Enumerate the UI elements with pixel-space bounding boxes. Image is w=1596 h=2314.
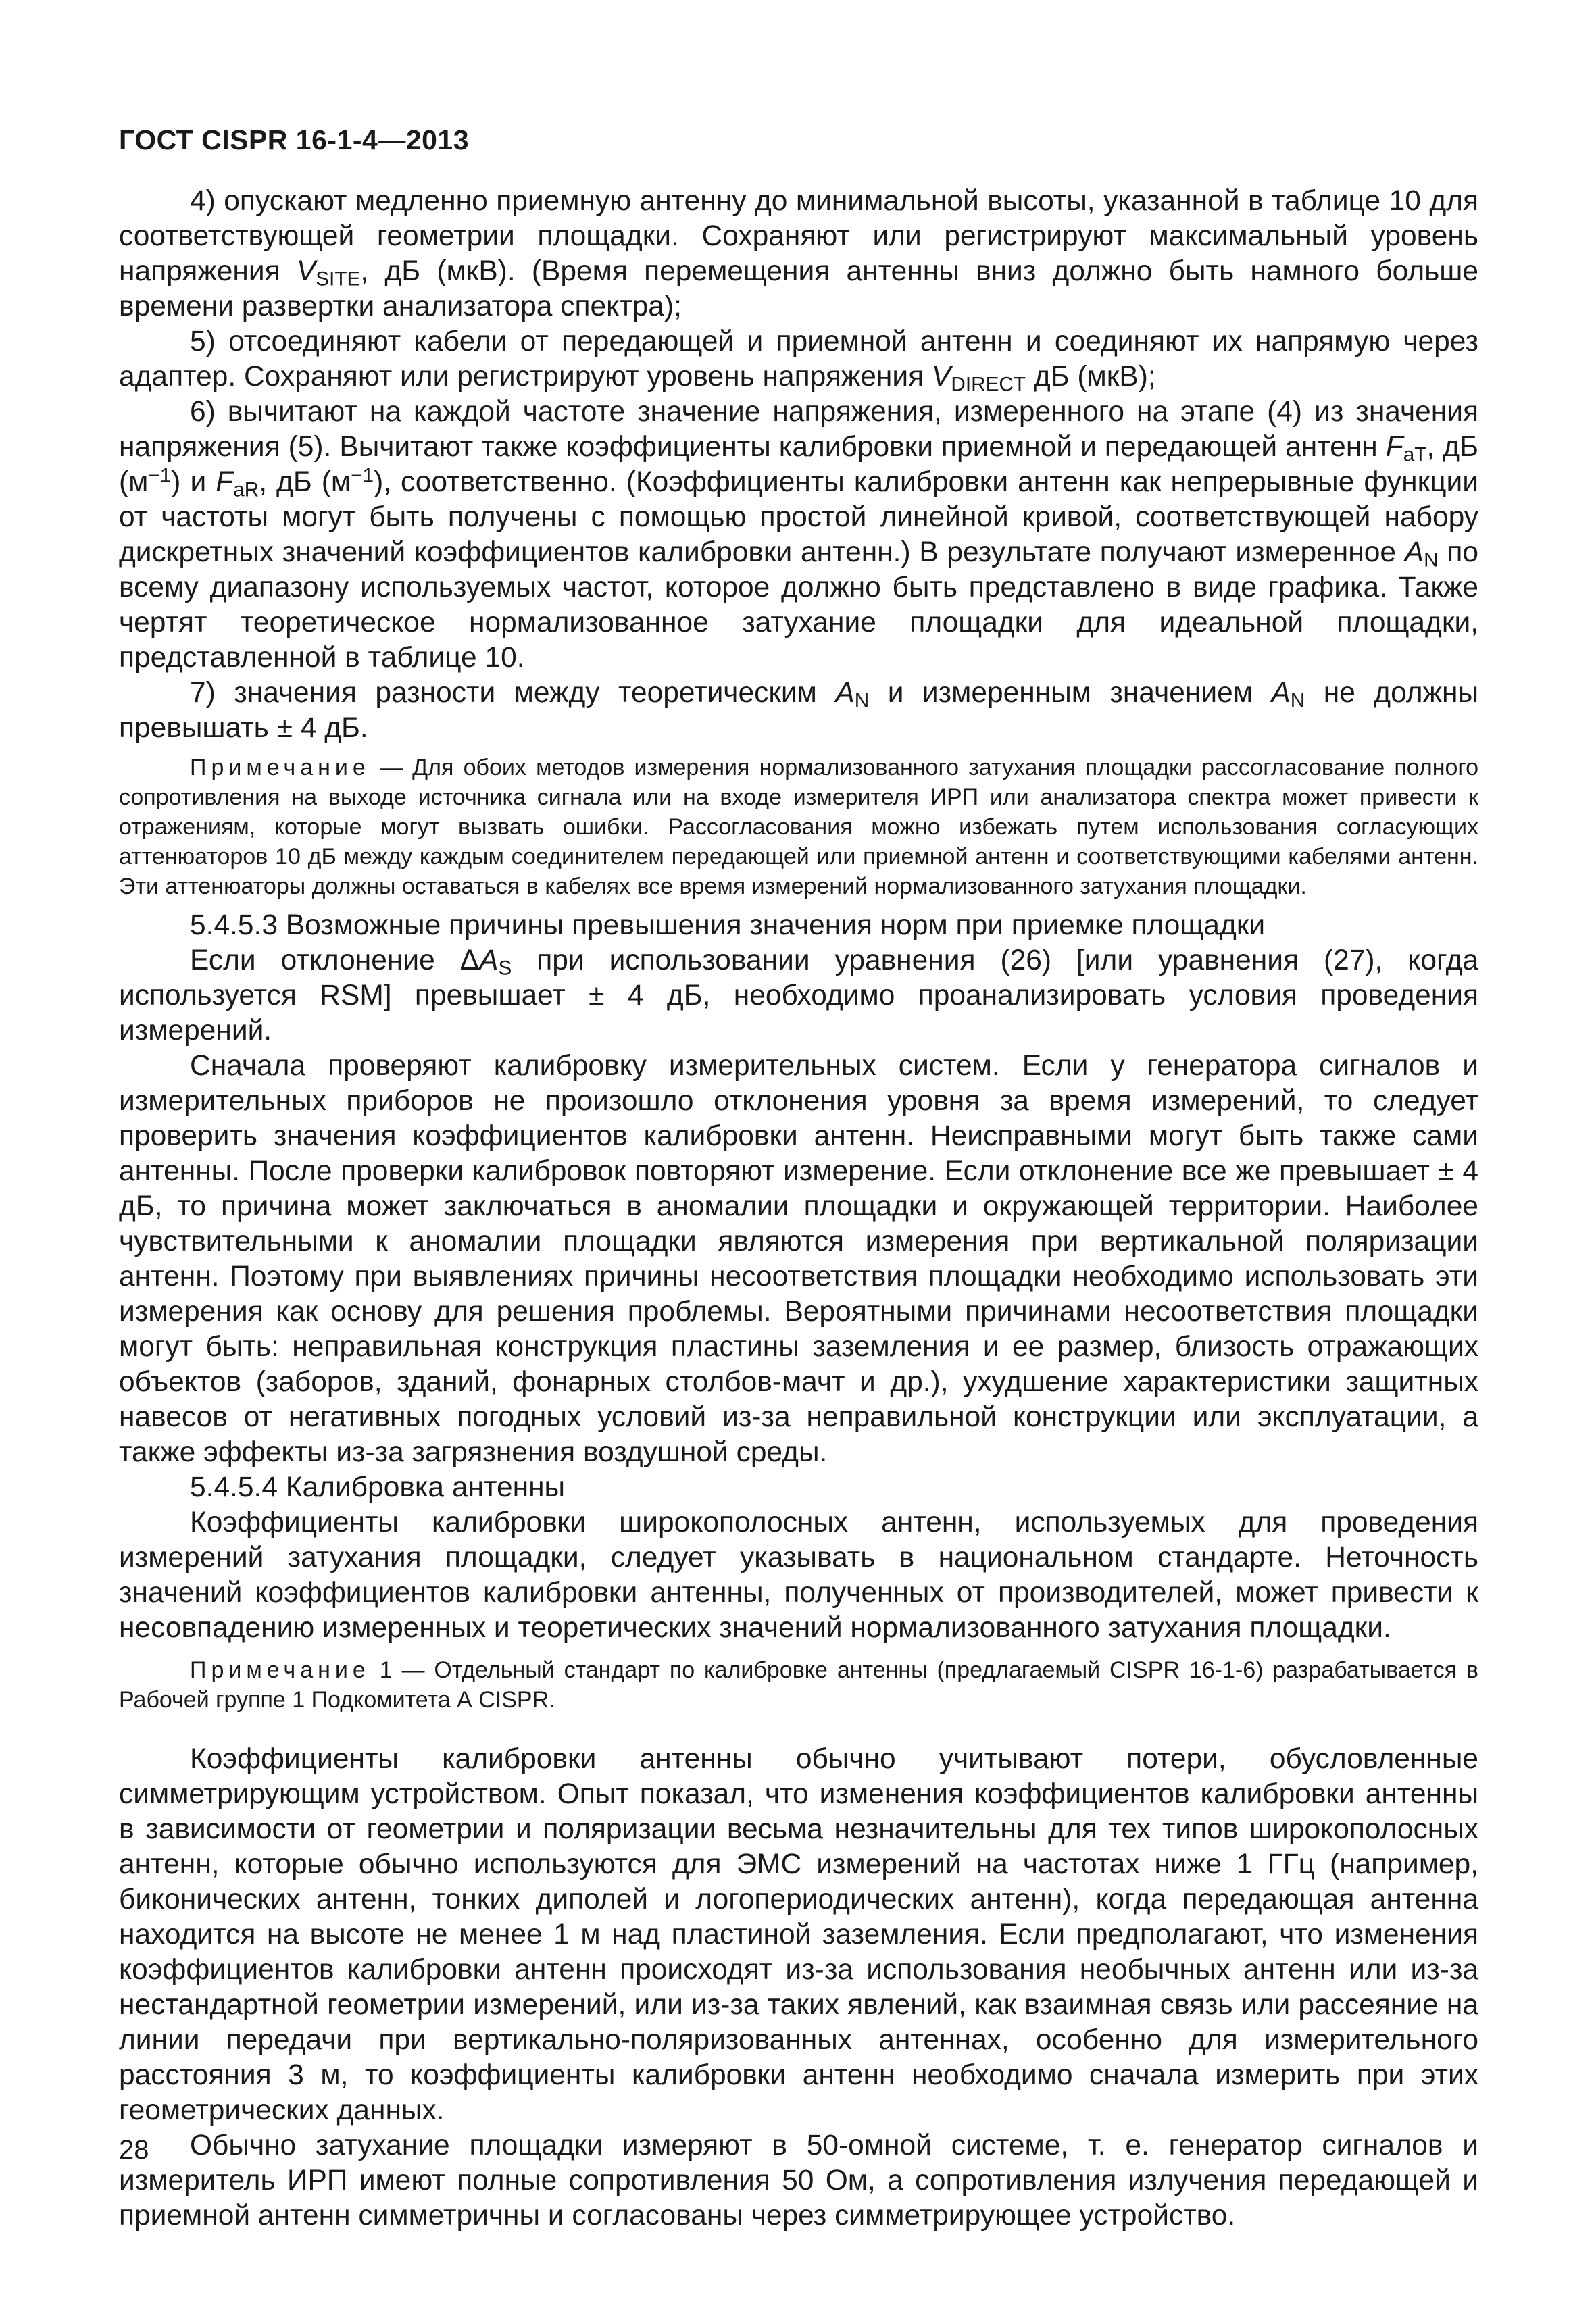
note-label: Примечание bbox=[190, 755, 370, 780]
note-1-label: Примечание bbox=[190, 1657, 370, 1683]
paragraph-step-6: 6) вычитают на каждой частоте значение напряжения, измеренного на этапе (4) из значения напряжения (5). Вычитают также коэффициенты калибровки приемной и передающей антенн $F_{aT}$, дБ $(м^{-1})$ и $F_{aR}$, дБ $(м^{-1})$, соответственно. (Коэффициенты калибровки антенн как непрерывные функции от частоты могут быть получены с помощью простой линейной кривой, соответствующей набору дискретных значений коэффициентов калибровки антенн.) В результате получают измеренное $A_N$ по всему диапазону используемых частот, которое должно быть представлено в виде графика. Также чертят теоретическое нормализованное затухание площадки для идеальной площадки, представленной в таблице 10. bbox=[119, 396, 1479, 674]
paragraph-deviation: Если отклонение $\Delta A_S$ при использовании уравнения (26) [или уравнения (27), когда используется RSM] превышает ± 4 дБ, необходимо проанализировать условия проведения измерений. bbox=[119, 945, 1479, 1047]
note-1-paragraph: Примечание 1 — Отдельный стандарт по калибровке антенны (предлагаемый CISPR 16-1-6) разрабатывается в Рабочей группе 1 Подкомитета А CISPR. bbox=[119, 1657, 1478, 1713]
paragraph-balun-losses: Коэффициенты калибровки антенны обычно учитывают потери, обусловленные симметрирующим устройством. Опыт показал, что изменения коэффициентов калибровки антенны в зависимости от геометрии и поляризации весьма незначительны для тех типов широкополосных антенн, которые обычно используются для ЭМС измерений на частотах ниже 1 ГГц (например, биконических антенн, тонких диполей и логопериодических антенн), когда передающая антенна находится на высоте не менее 1 м над пластиной заземления. Если предполагают, что изменения коэффициентов калибровки антенн происходят из-за использования необычных антенн или из-за нестандартной геометрии измерений, или из-за таких явлений, как взаимная связь или рассеяние на линии передачи при вертикально-поляризованных антеннах, особенно для измерительного расстояния 3 м, то коэффициенты калибровки антенн необходимо сначала измерить при этих геометрических данных. bbox=[119, 1743, 1478, 2126]
section-heading-5-4-5-4: 5.4.5.4 Калибровка антенны bbox=[190, 1472, 566, 1503]
paragraph-step-5: 5) отсоединяют кабели от передающей и приемной антенн и соединяют их напрямую через адаптер. Сохраняют или регистрируют уровень напряжения $V_{DIRECT}$ дБ (мкВ); bbox=[119, 326, 1478, 396]
paragraph-step-4: 4) опускают медленно приемную антенну до минимальной высоты, указанной в таблице 10 для соответствующей геометрии площадки. Сохраняют или регистрируют максимальный уровень напряжения $V_{SITE}$, дБ (мкВ). (Время перемещения антенны вниз должно быть намного больше времени развертки анализатора спектра); bbox=[119, 185, 1478, 322]
paragraph-calibration-check: Сначала проверяют калибровку измерительных систем. Если у генератора сигналов и измерительных приборов не произошло отклонения уровня за время измерений, то следует проверить значения коэффициентов калибровки антенн. Неисправными могут быть также сами антенны. После проверки калибровок повторяют измерение. Если отклонение все же превышает ± 4 дБ, то причина может заключаться в аномалии площадки и окружающей территории. Наиболее чувствительными к аномалии площадки являются измерения при вертикальной поляризации антенн. Поэтому при выявлениях причины несоответствия площадки необходимо использовать эти измерения как основу для решения проблемы. Вероятными причинами несоответствия площадки могут быть: неправильная конструкция пластины заземления и ее размер, близость отражающих объектов (заборов, зданий, фонарных столбов-мачт и др.), ухудшение характеристики защитных навесов от негативных погодных условий из-за неправильной конструкции или эксплуатации, а также эффекты из-за загрязнения воздушной среды. bbox=[119, 1050, 1478, 1468]
note-paragraph: Примечание — Для обоих методов измерения нормализованного затухания площадки рассогласование полного сопротивления на выходе источника сигнала или на входе измерителя ИРП или анализатора спектра может привести к отражениям, которые могут вызвать ошибки. Рассогласования можно избежать путем использования согласующих аттенюаторов 10 дБ между каждым соединителем передающей или приемной антенн и соответствующими кабелями антенн. Эти аттенюаторы должны оставаться в кабелях все время измерений нормализованного затухания площадки. bbox=[119, 755, 1478, 899]
section-heading-5-4-5-3: 5.4.5.3 Возможные причины превышения значения норм при приемке площадки bbox=[190, 909, 1266, 941]
paragraph-50-ohm-system: Обычно затухание площадки измеряют в 50-омной системе, т. е. генератор сигналов и измеритель ИРП имеют полные сопротивления 50 Ом, а сопротивления излучения передающей и приемной антенн симметричны и согласованы через симметрирующее устройство. bbox=[119, 2130, 1478, 2232]
document-header: ГОСТ CISPR 16-1-4—2013 bbox=[119, 124, 470, 155]
document-body bbox=[119, 184, 1478, 2234]
paragraph-step-7: 7) значения разности между теоретическим $A_N$ и измеренным значением $A_N$ не должны превышать ± 4 дБ. bbox=[119, 677, 1479, 744]
page-number: 28 bbox=[119, 2135, 149, 2165]
paragraph-antenna-factors: Коэффициенты калибровки широкополосных антенн, используемых для проведения измерений затухания площадки, следует указывать в национальном стандарте. Неточность значений коэффициентов калибровки антенны, полученных от производителей, может привести к несовпадению измеренных и теоретических значений нормализованного затухания площадки. bbox=[119, 1507, 1478, 1644]
